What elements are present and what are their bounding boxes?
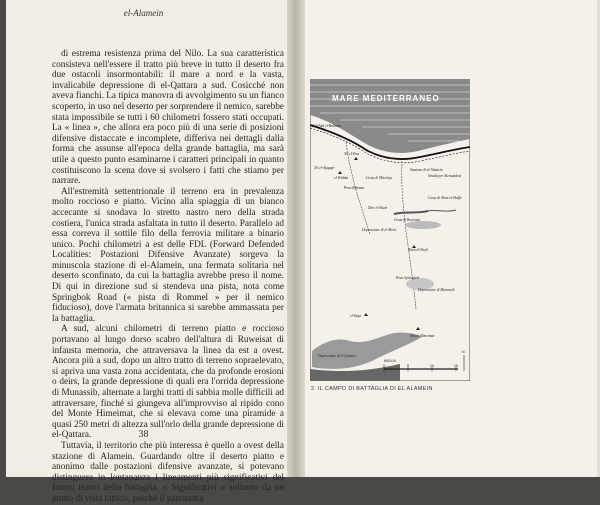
page-number: 38 — [138, 429, 149, 440]
map-label-el-taqa: el-Taqa — [350, 314, 361, 318]
map-label-tel-el-eisa: Tel el-Eisa — [344, 152, 360, 156]
map-label-pista-springbok: Pista Springbok — [396, 276, 420, 280]
map-label-deir-el-shein: Deir el-Shein — [368, 206, 388, 210]
map-label-strada-alessandria: Strada per Alessandria — [428, 174, 462, 178]
map-label-depressione-el-mreir: Depressione di el-Mreir — [362, 228, 397, 232]
map-label-costa-miteiriya: Costa di Miteiriya — [366, 176, 393, 180]
map-label-depressione-el-qattara: Depressione di el-Qattara — [318, 354, 356, 358]
map-label-monte-himeimat: Monte Himeimat — [410, 334, 435, 338]
map-label-tel-el-aqqaqir: Tel el-Aqqaqir — [314, 166, 335, 170]
scale-tick: 10 — [430, 364, 434, 368]
sea-label: MARE MEDITERRANEO — [332, 94, 440, 103]
paragraph: A sud, alcuni chilometri di terreno piatto e roccioso portavano al lungo dorso scabro dell'altura di Ruweisat di infausta memoria, che attraversava la linea da est a ovest. Ancora più a sud, dopo un altro tratto di terreno sopraelevato, si apriva una vasta zona accidentata, che da profonde erosioni o deirs, la grande depressione di quali era l'orrida depressione di Munassib, alternate a larghi tratti di sabbia molle difficili ad attraversare, finché si giungeva all'improvviso al ripido cono del Monte Himeimat, che si elevava come una piramide a quasi 250 metri di altezza sull'orlo della grande depressione di el-Qattara. — [52, 324, 284, 441]
map-label-costa-ruweisat: Costa di Ruweisat — [394, 218, 421, 222]
map-label-pista-rahman: Pista Rahman — [344, 186, 365, 190]
map-label-alam-el-nayil: Alam el-Nayil — [408, 248, 429, 252]
paragraph: Tuttavia, il territorio che più interessa è quello a ovest della stazione di Alamein. Guardando oltre il deserto piatto e anonimo dalle postazioni difensive avanzate, si potevano distinguere in lontananza i lineamenti più significativi del futuro teatro della battaglia. « Significativi » soltanto da un punto di vista tattico, poiché il panorama — [52, 440, 284, 504]
paragraph: All'estremità settentrionale il terreno era in prevalenza molto roccioso e piatto. Vicino alla spiaggia di un bianco accecante si snodava lo stretto nastro nero della strada costiera, l'unica strada asfaltata in tutto il deserto. Parallelo ad essa correva il sottile filo della ferrovia militare a binario unico. Pochi chilometri a est delle FDL (Forward Defended Localities: Postazioni Difensive Avanzate) sorgeva la minuscola stazione di el-Alamein, una fermata solitaria nel deserto sconfinato, da cui la battaglia avrebbe preso il nome. Di qui in direzione sud si stendeva una pista, nota come Springbok Road (« pista di Rommel » per il nemico fiducioso), dove l'armata britannica si sarebbe ammassata per la battaglia. — [52, 186, 284, 324]
map-label-stazione: Stazione di el-Alamein — [410, 168, 443, 172]
map-label-sidi-abd-el-rahman: Sidi Abd el-Rahman — [312, 124, 341, 128]
scale-tick: 5 — [407, 364, 409, 368]
running-head: el-Alamein — [123, 8, 164, 18]
figure-caption: 2. IL CAMPO DI BATTAGLIA DI EL ALAMEIN — [311, 386, 433, 392]
map-label-el-wishka: el-Wishka — [334, 176, 349, 180]
battlefield-map — [310, 79, 470, 381]
scale-tick: 0 — [383, 364, 385, 368]
book-gutter — [287, 0, 307, 477]
map-label-costa-alam-el-halfa: Costa di Alam el-Halfa — [428, 196, 462, 200]
paragraph: di estrema resistenza prima del Nilo. La sua caratteristica consisteva nell'essere il tratto più breve in tutto il deserto fra due ostacoli insormontabili: il mare a nord e la vasta, invalicabile depressione di el-Qattara a sud. Cosicché non aveva fianchi. La tipica manovra di avvolgimento su un fianco scoperto, in uso nel deserto per sorprendere il nemico, sarebbe stata impossibile se tutti i 60 chilometri fossero stati occupati. La « linea », che allora era poco più di una serie di posizioni difensive distaccate e incomplete, differiva nei dettagli dalla forma che assunse all'epoca della grande battaglia, ma sarà utile a questo punto esaminarne i caratteri principali in quanto costituiscono la scena dove si svolsero i fatti che stiamo per narrare. — [52, 49, 284, 187]
north-label: N — [462, 350, 465, 354]
scale-tick: 15 — [454, 364, 458, 368]
map-label-depressione-munassib: Depressione di Munassib — [418, 288, 455, 292]
scale-label: MIGLIA — [384, 359, 396, 363]
